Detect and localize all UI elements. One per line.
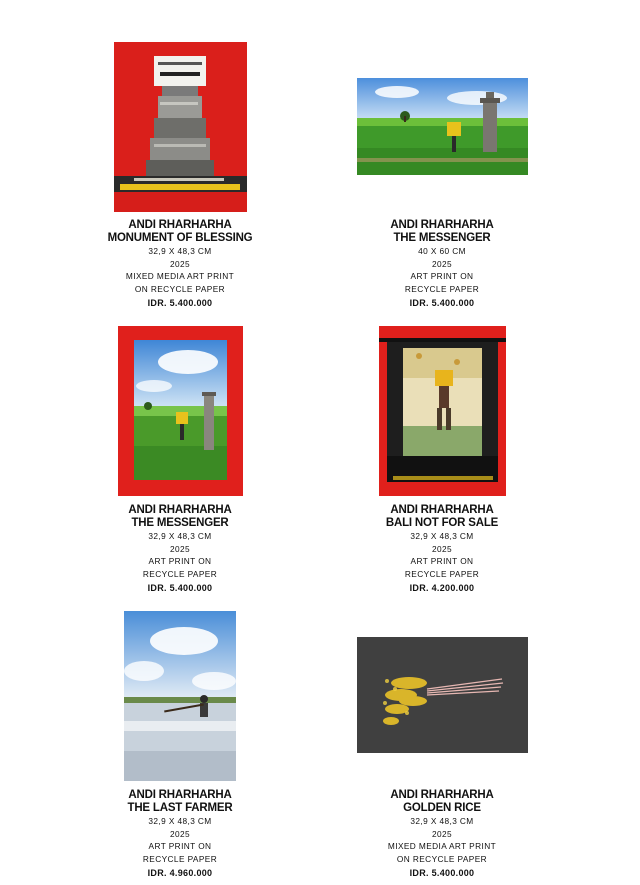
artwork-title: BALI NOT FOR SALE bbox=[385, 516, 499, 530]
artwork-size: 32,9 X 48,3 CM bbox=[148, 246, 212, 256]
artwork-medium-line-2: RECYCLE PAPER bbox=[404, 283, 480, 294]
artwork-size: 32,9 X 48,3 CM bbox=[410, 816, 474, 826]
artwork-year: 2025 bbox=[431, 543, 453, 554]
artist-name: ANDI RHARHARHA bbox=[390, 503, 494, 517]
artwork-size: 32,9 X 48,3 CM bbox=[148, 531, 212, 541]
artwork-medium-line-2: ON RECYCLE PAPER bbox=[134, 283, 226, 294]
artwork-size: 32,9 X 48,3 CM bbox=[148, 816, 212, 826]
artwork-medium-line-1: MIXED MEDIA ART PRINT bbox=[125, 271, 235, 282]
artwork-title: THE MESSENGER bbox=[131, 516, 229, 530]
artist-name: ANDI RHARHARHA bbox=[128, 218, 232, 232]
artwork-year: 2025 bbox=[169, 258, 191, 269]
artwork-year: 2025 bbox=[169, 828, 191, 839]
artist-name: ANDI RHARHARHA bbox=[390, 788, 494, 802]
artwork-medium-line-2: RECYCLE PAPER bbox=[142, 853, 218, 864]
artwork-price: IDR. 4.200.000 bbox=[409, 583, 475, 594]
artwork-medium-line-1: ART PRINT ON bbox=[148, 841, 212, 852]
artwork-title: GOLDEN RICE bbox=[403, 801, 481, 815]
artwork-caption-3 bbox=[60, 504, 300, 595]
artwork-price: IDR. 5.400.000 bbox=[409, 868, 475, 879]
artwork-size: 40 X 60 CM bbox=[418, 246, 466, 256]
artwork-image-golden-rice bbox=[357, 637, 528, 753]
artwork-image-bali-not-for-sale bbox=[379, 326, 506, 496]
artwork-image-the-messenger-landscape bbox=[357, 78, 528, 175]
artist-name: ANDI RHARHARHA bbox=[128, 788, 232, 802]
artwork-caption-1 bbox=[60, 219, 300, 310]
artwork-year: 2025 bbox=[431, 258, 453, 269]
artwork-title: MONUMENT OF BLESSING bbox=[107, 231, 253, 245]
artist-name: ANDI RHARHARHA bbox=[390, 218, 494, 232]
artwork-image-monument-of-blessing bbox=[114, 42, 247, 212]
artwork-medium-line-1: ART PRINT ON bbox=[148, 556, 212, 567]
artwork-image-the-last-farmer bbox=[124, 611, 236, 781]
artwork-price: IDR. 5.400.000 bbox=[409, 298, 475, 309]
artwork-price: IDR. 4.960.000 bbox=[147, 868, 213, 879]
artwork-year: 2025 bbox=[169, 543, 191, 554]
artwork-price: IDR. 5.400.000 bbox=[147, 583, 213, 594]
artwork-medium-line-2: RECYCLE PAPER bbox=[142, 568, 218, 579]
artwork-size: 32,9 X 48,3 CM bbox=[410, 531, 474, 541]
artwork-caption-4 bbox=[322, 504, 562, 595]
artwork-medium-line-1: ART PRINT ON bbox=[410, 556, 474, 567]
artwork-medium-line-2: RECYCLE PAPER bbox=[404, 568, 480, 579]
artwork-medium-line-2: ON RECYCLE PAPER bbox=[396, 853, 488, 864]
artist-name: ANDI RHARHARHA bbox=[128, 503, 232, 517]
artwork-title: THE LAST FARMER bbox=[127, 801, 233, 815]
artwork-year: 2025 bbox=[431, 828, 453, 839]
artwork-image-the-messenger-framed bbox=[118, 326, 243, 496]
artwork-caption-2 bbox=[322, 219, 562, 310]
artwork-medium-line-1: MIXED MEDIA ART PRINT bbox=[387, 841, 497, 852]
artwork-price: IDR. 5.400.000 bbox=[147, 298, 213, 309]
artwork-title: THE MESSENGER bbox=[393, 231, 491, 245]
artwork-caption-5 bbox=[60, 789, 300, 880]
artwork-caption-6 bbox=[322, 789, 562, 880]
artwork-medium-line-1: ART PRINT ON bbox=[410, 271, 474, 282]
